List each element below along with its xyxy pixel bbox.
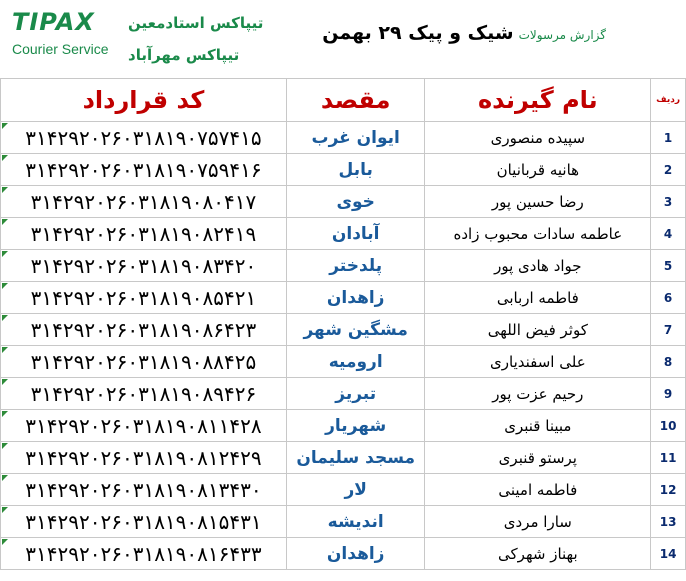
cell-destination: شهریار	[286, 410, 425, 442]
cell-marker-icon	[2, 347, 8, 353]
cell-recipient: هانیه قربانیان	[425, 154, 651, 186]
cell-marker-icon	[2, 539, 8, 545]
table-row	[1, 122, 686, 154]
cell-marker-icon	[2, 315, 8, 321]
cell-marker-icon	[2, 283, 8, 289]
cell-recipient: سارا مردی	[425, 506, 651, 538]
cell-destination: خوی	[286, 186, 425, 218]
branch-name-2: تیپاکس مهرآباد	[128, 46, 240, 64]
cell-row-number: 7	[651, 314, 686, 346]
cell-destination: اندیشه	[286, 506, 425, 538]
table-row	[1, 442, 686, 474]
cell-contract-code: ۳۱۴۲۹۲۰۲۶۰۳۱۸۱۹۰۸۰۴۱۷	[1, 186, 287, 218]
cell-contract-code: ۳۱۴۲۹۲۰۲۶۰۳۱۸۱۹۰۸۱۵۴۳۱	[1, 506, 287, 538]
cell-contract-code: ۳۱۴۲۹۲۰۲۶۰۳۱۸۱۹۰۷۵۹۴۱۶	[1, 154, 287, 186]
table-row	[1, 474, 686, 506]
cell-contract-code: ۳۱۴۲۹۲۰۲۶۰۳۱۸۱۹۰۸۲۴۱۹	[1, 218, 287, 250]
cell-recipient: فاطمه اربابی	[425, 282, 651, 314]
table-row	[1, 186, 686, 218]
table-row	[1, 282, 686, 314]
report-prefix: گزارش مرسولات	[518, 28, 606, 42]
cell-row-number: 1	[651, 122, 686, 154]
report-title-block	[322, 22, 606, 44]
cell-recipient: بهناز شهرکی	[425, 538, 651, 570]
cell-recipient: رحیم عزت پور	[425, 378, 651, 410]
cell-contract-code: ۳۱۴۲۹۲۰۲۶۰۳۱۸۱۹۰۸۱۶۴۳۳	[1, 538, 287, 570]
cell-marker-icon	[2, 443, 8, 449]
cell-contract-code: ۳۱۴۲۹۲۰۲۶۰۳۱۸۱۹۰۸۹۴۲۶	[1, 378, 287, 410]
cell-destination: تبریز	[286, 378, 425, 410]
cell-row-number: 13	[651, 506, 686, 538]
cell-recipient: مبینا قنبری	[425, 410, 651, 442]
table-row	[1, 154, 686, 186]
cell-row-number: 2	[651, 154, 686, 186]
tipax-logo	[12, 8, 124, 62]
cell-contract-code: ۳۱۴۲۹۲۰۲۶۰۳۱۸۱۹۰۸۱۱۴۲۸	[1, 410, 287, 442]
cell-marker-icon	[2, 411, 8, 417]
cell-marker-icon	[2, 123, 8, 129]
table-row	[1, 538, 686, 570]
cell-row-number: 3	[651, 186, 686, 218]
branch-name-1: تیپاکس استادمعین	[128, 14, 264, 32]
header-row-number: ردیف	[651, 79, 686, 122]
cell-row-number: 12	[651, 474, 686, 506]
table-row	[1, 378, 686, 410]
cell-recipient: پرستو قنبری	[425, 442, 651, 474]
cell-destination: بابل	[286, 154, 425, 186]
cell-contract-code: ۳۱۴۲۹۲۰۲۶۰۳۱۸۱۹۰۷۵۷۴۱۵	[1, 122, 287, 154]
table-row	[1, 410, 686, 442]
cell-marker-icon	[2, 219, 8, 225]
cell-destination: مسجد سلیمان	[286, 442, 425, 474]
cell-recipient: رضا حسین پور	[425, 186, 651, 218]
cell-row-number: 5	[651, 250, 686, 282]
cell-destination: لار	[286, 474, 425, 506]
cell-marker-icon	[2, 507, 8, 513]
cell-recipient: کوثر فیض اللهی	[425, 314, 651, 346]
cell-contract-code: ۳۱۴۲۹۲۰۲۶۰۳۱۸۱۹۰۸۳۴۲۰	[1, 250, 287, 282]
logo-text: TIPAX	[12, 8, 95, 36]
table-row	[1, 314, 686, 346]
header-contract-code: کد قرارداد	[1, 79, 287, 122]
table-header-row	[1, 79, 686, 122]
cell-row-number: 6	[651, 282, 686, 314]
cell-contract-code: ۳۱۴۲۹۲۰۲۶۰۳۱۸۱۹۰۸۱۲۴۲۹	[1, 442, 287, 474]
cell-destination: مشگین شهر	[286, 314, 425, 346]
cell-marker-icon	[2, 187, 8, 193]
table-row	[1, 506, 686, 538]
cell-contract-code: ۳۱۴۲۹۲۰۲۶۰۳۱۸۱۹۰۸۸۴۲۵	[1, 346, 287, 378]
cell-recipient: عاطمه سادات محبوب زاده	[425, 218, 651, 250]
report-header	[0, 0, 686, 78]
cell-destination: پلدختر	[286, 250, 425, 282]
table-row	[1, 250, 686, 282]
cell-contract-code: ۳۱۴۲۹۲۰۲۶۰۳۱۸۱۹۰۸۵۴۲۱	[1, 282, 287, 314]
cell-recipient: جواد هادی پور	[425, 250, 651, 282]
table-row	[1, 218, 686, 250]
header-destination: مقصد	[286, 79, 425, 122]
cell-marker-icon	[2, 379, 8, 385]
report-title: شیک و پیک ۲۹ بهمن	[322, 22, 514, 44]
cell-row-number: 11	[651, 442, 686, 474]
cell-contract-code: ۳۱۴۲۹۲۰۲۶۰۳۱۸۱۹۰۸۶۴۲۳	[1, 314, 287, 346]
cell-row-number: 14	[651, 538, 686, 570]
cell-row-number: 8	[651, 346, 686, 378]
shipments-table	[0, 78, 686, 570]
cell-marker-icon	[2, 251, 8, 257]
cell-row-number: 4	[651, 218, 686, 250]
header-recipient: نام گیرنده	[425, 79, 651, 122]
cell-destination: زاهدان	[286, 282, 425, 314]
cell-recipient: سپیده منصوری	[425, 122, 651, 154]
cell-marker-icon	[2, 475, 8, 481]
cell-recipient: علی اسفندیاری	[425, 346, 651, 378]
cell-row-number: 10	[651, 410, 686, 442]
cell-row-number: 9	[651, 378, 686, 410]
logo-subtitle: Courier Service	[12, 41, 109, 57]
cell-destination: ایوان غرب	[286, 122, 425, 154]
cell-destination: زاهدان	[286, 538, 425, 570]
cell-destination: آبادان	[286, 218, 425, 250]
cell-contract-code: ۳۱۴۲۹۲۰۲۶۰۳۱۸۱۹۰۸۱۳۴۳۰	[1, 474, 287, 506]
cell-destination: ارومیه	[286, 346, 425, 378]
table-row	[1, 346, 686, 378]
cell-recipient: فاطمه امینی	[425, 474, 651, 506]
cell-marker-icon	[2, 155, 8, 161]
